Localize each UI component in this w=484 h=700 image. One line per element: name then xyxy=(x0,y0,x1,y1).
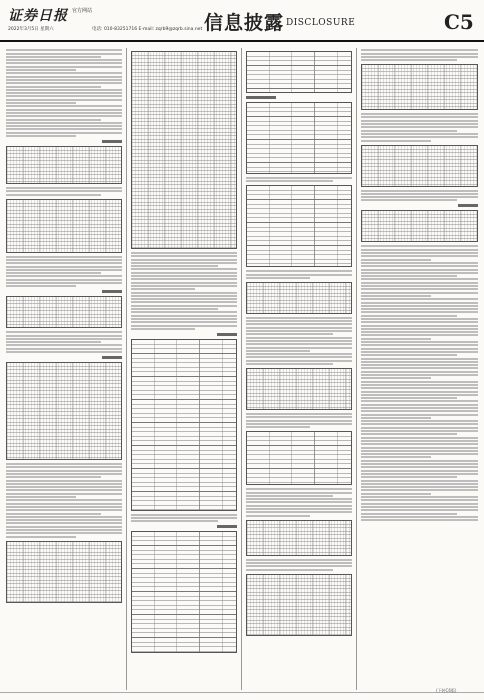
bottom-rule xyxy=(0,692,484,693)
contact-info: 电话: 010-83251716 E-mail: zqrb9@zqrb.sina.net xyxy=(92,27,203,32)
section-title: 信息披露 xyxy=(204,12,285,34)
page-number: C5 xyxy=(444,10,474,34)
continued-note: (下转C6版) xyxy=(436,688,457,693)
article-column-1 xyxy=(6,48,122,690)
issue-date: 2022年3月5日 星期六 xyxy=(8,27,54,32)
column-divider xyxy=(241,48,242,690)
column-divider xyxy=(356,48,357,690)
column-divider xyxy=(126,48,127,690)
article-column-3 xyxy=(246,48,352,690)
newspaper-logo: 证券日报 xyxy=(8,8,68,24)
article-column-2 xyxy=(131,48,237,690)
masthead xyxy=(0,0,484,42)
newspaper-sub: 官方网站 xyxy=(72,8,93,14)
section-title-en: DISCLOSURE xyxy=(286,18,356,28)
article-column-4 xyxy=(361,48,478,690)
